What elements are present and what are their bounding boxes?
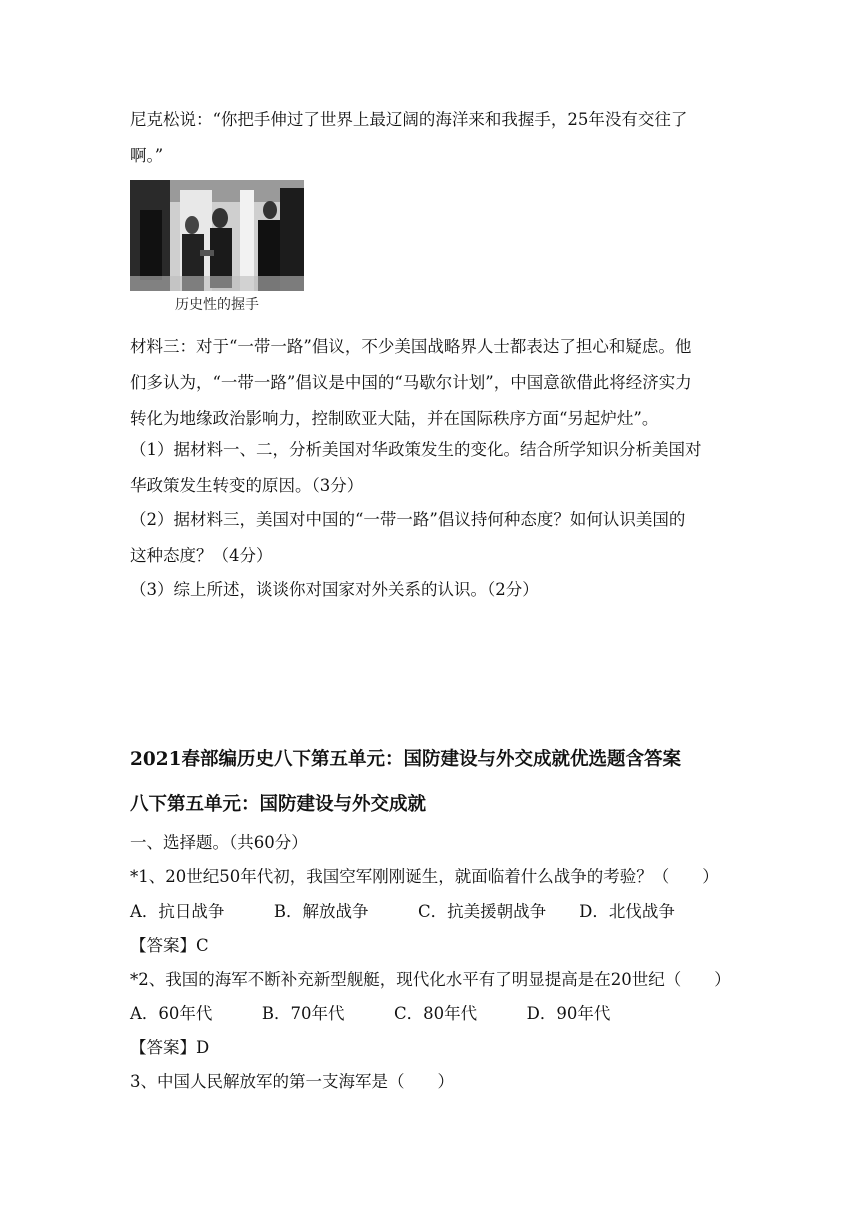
question-2-line1: （2）据材料三，美国对中国的“一带一路”倡议持何种态度？如何认识美国的 (130, 510, 686, 529)
material-three-line2: 们多认为，“一带一路”倡议是中国的“马歇尔计划”，中国意欲借此将经济实力 (130, 373, 692, 392)
item-1-question: *1、20世纪50年代初，我国空军刚刚诞生，就面临着什么战争的考验？（ ） (130, 867, 719, 886)
material-two-quote-line1: 尼克松说：“你把手伸过了世界上最辽阔的海洋来和我握手，25年没有交往了 (130, 110, 688, 129)
material-two-quote-line2: 啊。” (130, 146, 164, 165)
sub-title: 八下第五单元：国防建设与外交成就 (130, 794, 427, 815)
item-1-options: A．抗日战争 B．解放战争 C．抗美援朝战争 D．北伐战争 (130, 902, 675, 921)
item-1-answer: 【答案】C (130, 936, 209, 955)
question-3-line1: （3）综上所述，谈谈你对国家对外关系的认识。（2分） (130, 580, 539, 599)
item-3-question: 3、中国人民解放军的第一支海军是（ ） (130, 1072, 454, 1091)
question-1-line2: 华政策发生转变的原因。（3分） (130, 476, 364, 495)
material-three-line3: 转化为地缘政治影响力，控制欧亚大陆，并在国际秩序方面“另起炉灶”。 (130, 409, 659, 428)
item-2-question: *2、我国的海军不断补充新型舰艇，现代化水平有了明显提高是在20世纪（ ） (130, 970, 731, 989)
item-2-options: A．60年代 B．70年代 C．80年代 D．90年代 (130, 1004, 611, 1023)
handshake-photo-image (130, 180, 304, 291)
material-three-line1: 材料三：对于“一带一路”倡议，不少美国战略界人士都表达了担心和疑虑。他 (130, 337, 692, 356)
part-heading: 一、选择题。（共60分） (130, 833, 308, 852)
question-2-line2: 这种态度？（4分） (130, 546, 273, 565)
photo-caption: 历史性的握手 (175, 297, 259, 313)
question-1-line1: （1）据材料一、二，分析美国对华政策发生的变化。结合所学知识分析美国对 (130, 440, 702, 459)
historic-handshake-photo (130, 180, 304, 291)
main-title: 2021春部编历史八下第五单元：国防建设与外交成就优选题含答案 (130, 749, 681, 770)
item-2-answer: 【答案】D (130, 1038, 210, 1057)
